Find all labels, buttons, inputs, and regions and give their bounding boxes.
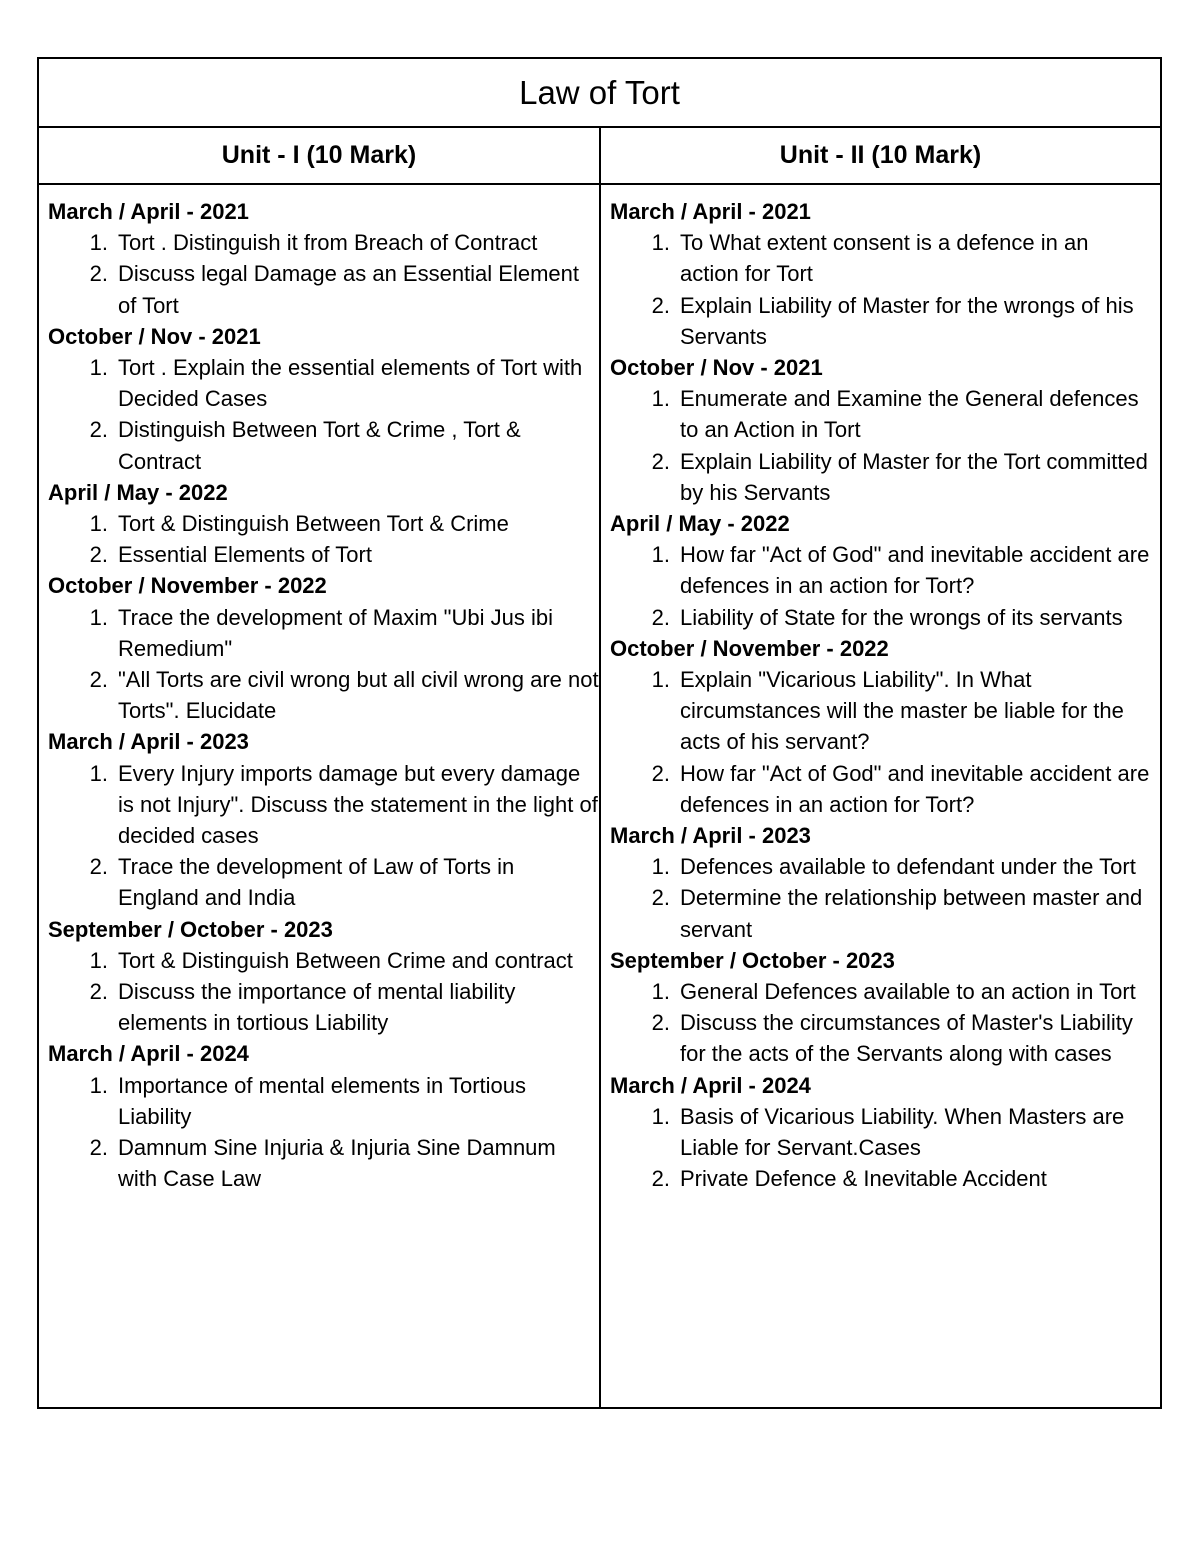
exam-session-label: March / April - 2023 [48, 729, 249, 755]
exam-session-label: October / November - 2022 [48, 573, 327, 599]
question-number: 1. [651, 667, 670, 693]
question-text: Explain Liability of Master for the wrongs of his Servants [680, 292, 1134, 349]
question-list [48, 945, 599, 1039]
list-item [610, 227, 1152, 289]
question-text: Distinguish Between Tort & Crime , Tort & Contract [118, 417, 521, 474]
question-number: 2. [651, 604, 670, 630]
exam-session-label: September / October - 2023 [48, 916, 333, 942]
question-list [48, 1070, 599, 1195]
question-text: Trace the development of Law of Torts in England and India [118, 854, 515, 911]
list-item [48, 227, 599, 258]
question-text: "All Torts are civil wrong but all civil wrong are not Torts". Elucidate [118, 667, 599, 724]
question-list [48, 227, 599, 321]
list-item [610, 290, 1152, 352]
exam-session-label: March / April - 2024 [610, 1072, 811, 1098]
question-text: Essential Elements of Tort [118, 542, 372, 568]
question-text: Tort & Distinguish Between Crime and contract [118, 947, 573, 973]
question-number: 1. [651, 979, 670, 1005]
list-item [48, 976, 599, 1038]
question-text: Determine the relationship between master and servant [680, 885, 1143, 942]
list-item [610, 383, 1152, 445]
question-number: 1. [89, 355, 108, 381]
question-number: 2. [651, 760, 670, 786]
list-item [48, 664, 599, 726]
list-item [48, 352, 599, 414]
question-number: 1. [89, 604, 108, 630]
question-text: Basis of Vicarious Liability. When Masters are Liable for Servant.Cases [680, 1103, 1125, 1161]
question-list [48, 352, 599, 477]
question-text: Explain Liability of Master for the Tort committed by his Servants [680, 448, 1148, 505]
list-item [610, 1163, 1152, 1194]
question-number: 1. [89, 511, 108, 537]
question-number: 1. [651, 854, 670, 880]
question-number: 2. [651, 1010, 670, 1036]
question-table [37, 57, 1162, 1409]
unit-1-header: Unit - I (10 Mark) [39, 128, 601, 183]
exam-session-label: March / April - 2021 [610, 199, 811, 224]
question-text: Defences available to defendant under the Tort [680, 854, 1136, 880]
exam-session-label: March / April - 2021 [48, 199, 249, 224]
exam-session-label: April / May - 2022 [48, 479, 228, 505]
question-list [610, 383, 1152, 508]
question-number: 2. [89, 1135, 108, 1161]
list-item [48, 945, 599, 976]
exam-session-label: March / April - 2023 [610, 823, 811, 849]
unit-1-column [39, 185, 601, 1407]
list-item [610, 1101, 1152, 1163]
question-list [610, 539, 1152, 633]
question-text: Discuss legal Damage as an Essential Element of Tort [118, 261, 580, 318]
question-list [610, 227, 1152, 352]
question-number: 1. [89, 1072, 108, 1098]
question-list [610, 976, 1152, 1070]
list-item [48, 539, 599, 570]
question-text: How far "Act of God" and inevitable accident are defences in an action for Tort? [680, 542, 1150, 599]
question-text: Discuss the circumstances of Master's Liability for the acts of the Servants along with cases [680, 1010, 1133, 1067]
question-list [610, 851, 1152, 945]
list-item [48, 758, 599, 852]
question-number: 2. [651, 1166, 670, 1192]
question-text: Importance of mental elements in Tortious Liability [118, 1072, 527, 1129]
question-number: 1. [89, 947, 108, 973]
question-number: 2. [651, 292, 670, 318]
exam-session-label: September / October - 2023 [610, 947, 895, 973]
exam-session-label: March / April - 2024 [48, 1041, 249, 1067]
list-item [610, 539, 1152, 601]
list-item [48, 508, 599, 539]
question-list [610, 1101, 1152, 1195]
list-item [48, 602, 599, 664]
question-number: 2. [89, 854, 108, 880]
question-text: Damnum Sine Injuria & Injuria Sine Damnum with Case Law [118, 1135, 556, 1192]
list-item [610, 758, 1152, 820]
list-item [610, 851, 1152, 882]
list-item [48, 851, 599, 913]
exam-session-label: October / Nov - 2021 [48, 323, 261, 349]
question-text: Tort & Distinguish Between Tort & Crime [118, 511, 509, 537]
question-list [48, 508, 599, 570]
exam-session-label: October / Nov - 2021 [610, 355, 823, 381]
question-number: 2. [89, 417, 108, 443]
question-number: 1. [651, 1103, 670, 1129]
list-item [610, 882, 1152, 944]
question-text: Trace the development of Maxim "Ubi Jus ibi Remedium" [118, 604, 553, 661]
question-text: Discuss the importance of mental liability elements in tortious Liability [118, 979, 516, 1036]
question-list [610, 664, 1152, 820]
question-number: 1. [651, 386, 670, 412]
question-text: Enumerate and Examine the General defences to an Action in Tort [680, 386, 1139, 443]
question-text: Tort . Explain the essential elements of Tort with Decided Cases [118, 355, 583, 412]
list-item [610, 976, 1152, 1007]
question-number: 2. [651, 448, 670, 474]
table-header-row [39, 128, 1160, 185]
list-item [610, 1007, 1152, 1069]
question-number: 1. [651, 542, 670, 568]
question-number: 2. [89, 542, 108, 568]
list-item [48, 258, 599, 320]
question-list [48, 602, 599, 727]
question-text: Explain "Vicarious Liability". In What circumstances will the master be liable for the acts of his servant? [680, 667, 1124, 755]
question-text: Tort . Distinguish it from Breach of Contract [118, 230, 538, 256]
question-text: Every Injury imports damage but every damage is not Injury". Discuss the statement in the light of decided cases [118, 760, 598, 849]
list-item [48, 1132, 599, 1194]
question-number: 2. [89, 979, 108, 1005]
question-number: 1. [89, 230, 108, 256]
question-list [48, 758, 599, 914]
exam-session-label: October / November - 2022 [610, 635, 889, 661]
question-number: 2. [651, 885, 670, 911]
question-number: 2. [89, 667, 108, 693]
list-item [48, 1070, 599, 1132]
question-number: 1. [651, 230, 670, 256]
list-item [610, 602, 1152, 633]
question-text: How far "Act of God" and inevitable accident are defences in an action for Tort? [680, 760, 1150, 817]
unit-2-column [601, 185, 1160, 1407]
question-text: To What extent consent is a defence in an action for Tort [680, 230, 1089, 287]
question-number: 2. [89, 261, 108, 287]
question-number: 1. [89, 760, 108, 786]
unit-2-header: Unit - II (10 Mark) [779, 141, 982, 169]
question-text: Private Defence & Inevitable Accident [680, 1166, 1047, 1192]
list-item [610, 664, 1152, 758]
list-item [48, 414, 599, 476]
question-text: Liability of State for the wrongs of its servants [680, 604, 1123, 630]
page-title: Law of Tort [39, 59, 1160, 128]
table-body-row [39, 185, 1160, 1407]
exam-session-label: April / May - 2022 [610, 511, 790, 537]
list-item [610, 446, 1152, 508]
question-text: General Defences available to an action in Tort [680, 979, 1136, 1005]
